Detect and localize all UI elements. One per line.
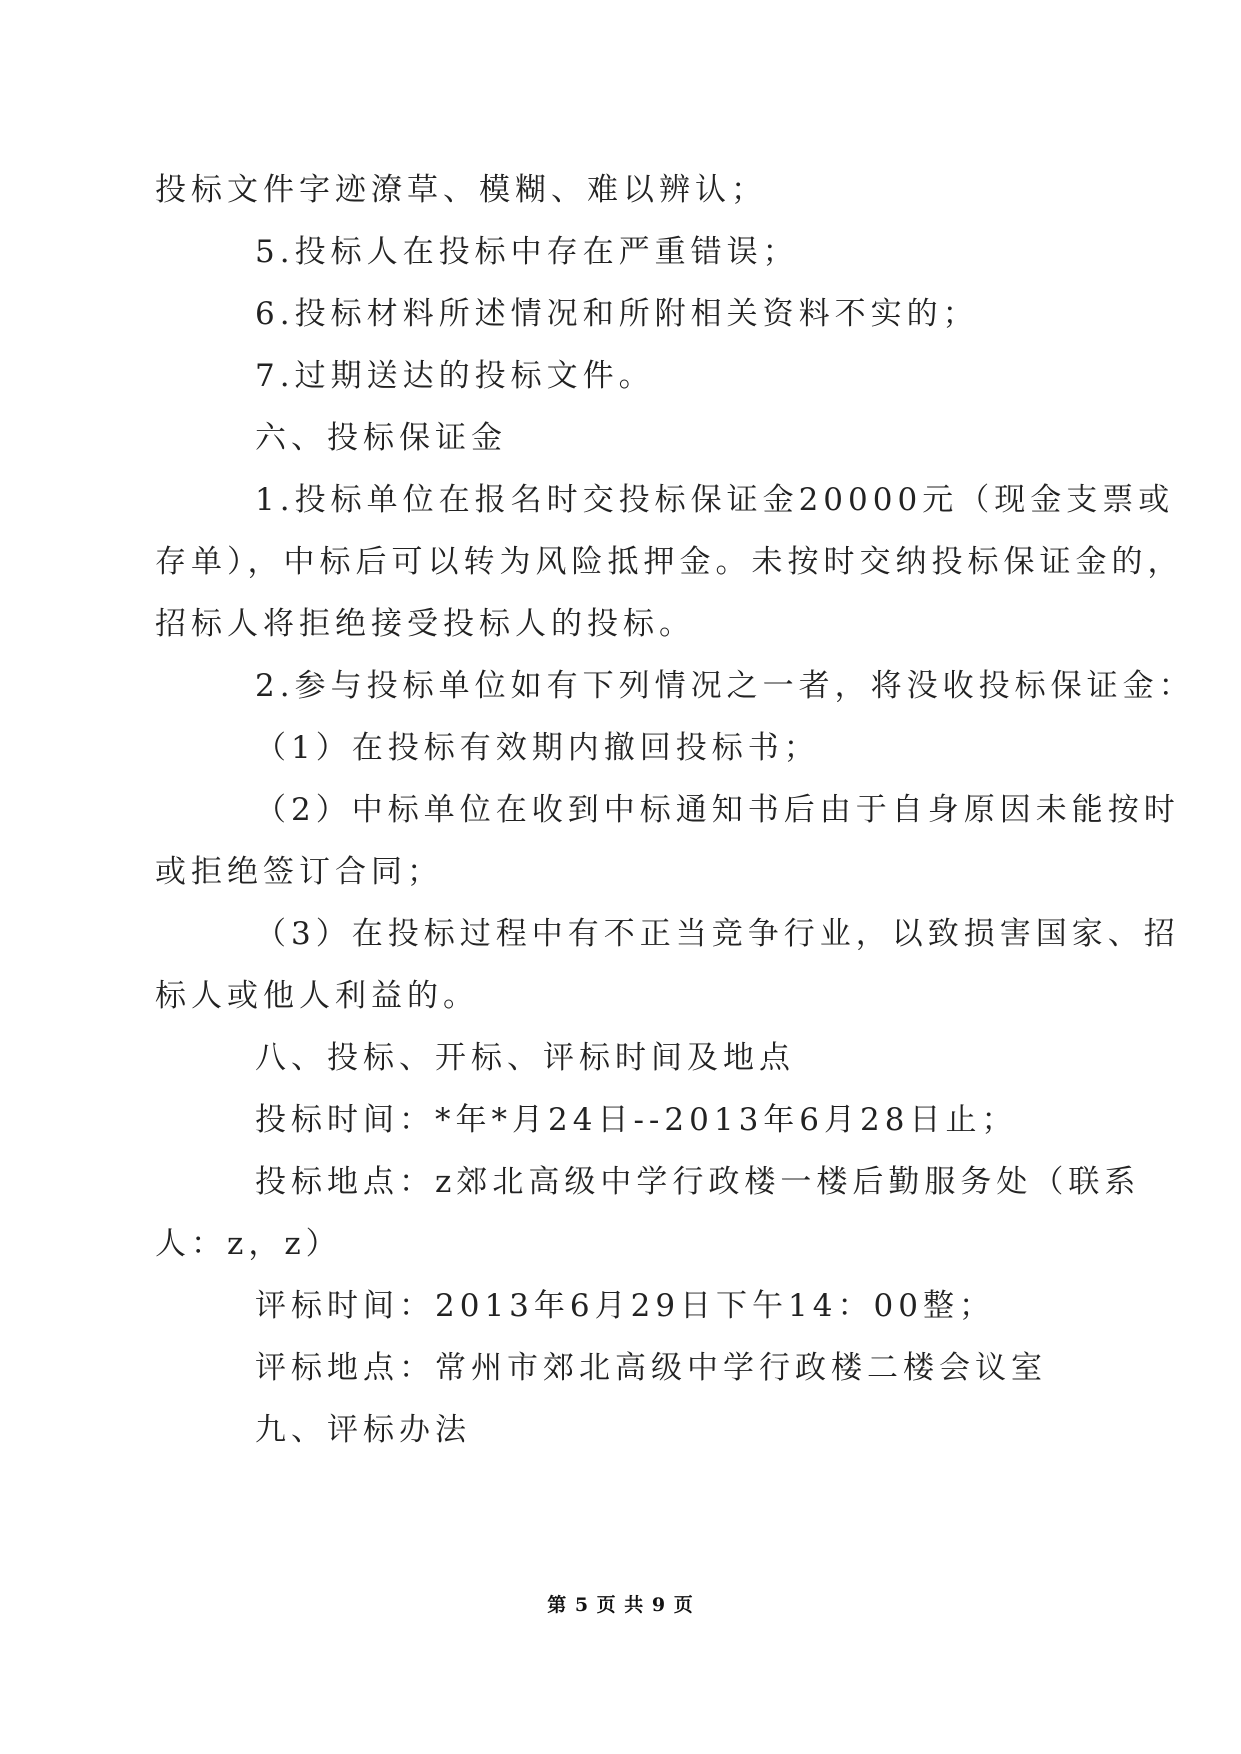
list-item-6: 6.投标材料所述情况和所附相关资料不实的； bbox=[255, 296, 979, 332]
evaluation-time: 评标时间：2013年6月29日下午14：00整； bbox=[255, 1288, 995, 1324]
deposit-item-1-line-3: 招标人将拒绝接受投标人的投标。 bbox=[155, 606, 695, 642]
deposit-item-2: 2.参与投标单位如有下列情况之一者，将没收投标保证金： bbox=[255, 668, 1195, 704]
sub-item-2-line-1: （2）中标单位在收到中标通知书后由于自身原因未能按时 bbox=[255, 792, 1180, 828]
bid-location-line-1: 投标地点：z郊北高级中学行政楼一楼后勤服务处（联系 bbox=[255, 1164, 1141, 1200]
section-heading-8: 八、投标、开标、评标时间及地点 bbox=[255, 1040, 795, 1076]
bid-time: 投标时间：*年*月24日--2013年6月28日止； bbox=[255, 1102, 1018, 1138]
list-item-7: 7.过期送达的投标文件。 bbox=[255, 358, 655, 394]
section-heading-9: 九、评标办法 bbox=[255, 1412, 471, 1448]
sub-item-3-line-2: 标人或他人利益的。 bbox=[155, 978, 479, 1014]
sub-item-3-line-1: （3）在投标过程中有不正当竞争行业，以致损害国家、招 bbox=[255, 916, 1180, 952]
sub-item-2-line-2: 或拒绝签订合同； bbox=[155, 854, 443, 890]
deposit-item-1-line-2: 存单），中标后可以转为风险抵押金。未按时交纳投标保证金的， bbox=[155, 544, 1184, 580]
sub-item-1: （1）在投标有效期内撤回投标书； bbox=[255, 730, 820, 766]
bid-location-line-2: 人：z，z） bbox=[155, 1226, 342, 1262]
section-heading-6: 六、投标保证金 bbox=[255, 420, 507, 456]
paragraph-line-1: 投标文件字迹潦草、模糊、难以辨认； bbox=[155, 172, 767, 208]
list-item-5: 5.投标人在投标中存在严重错误； bbox=[255, 234, 799, 270]
evaluation-location: 评标地点：常州市郊北高级中学行政楼二楼会议室 bbox=[255, 1350, 1047, 1386]
page-number-footer: 第 5 页 共 9 页 bbox=[547, 1594, 694, 1616]
deposit-item-1-line-1: 1.投标单位在报名时交投标保证金20000元（现金支票或 bbox=[255, 482, 1175, 518]
